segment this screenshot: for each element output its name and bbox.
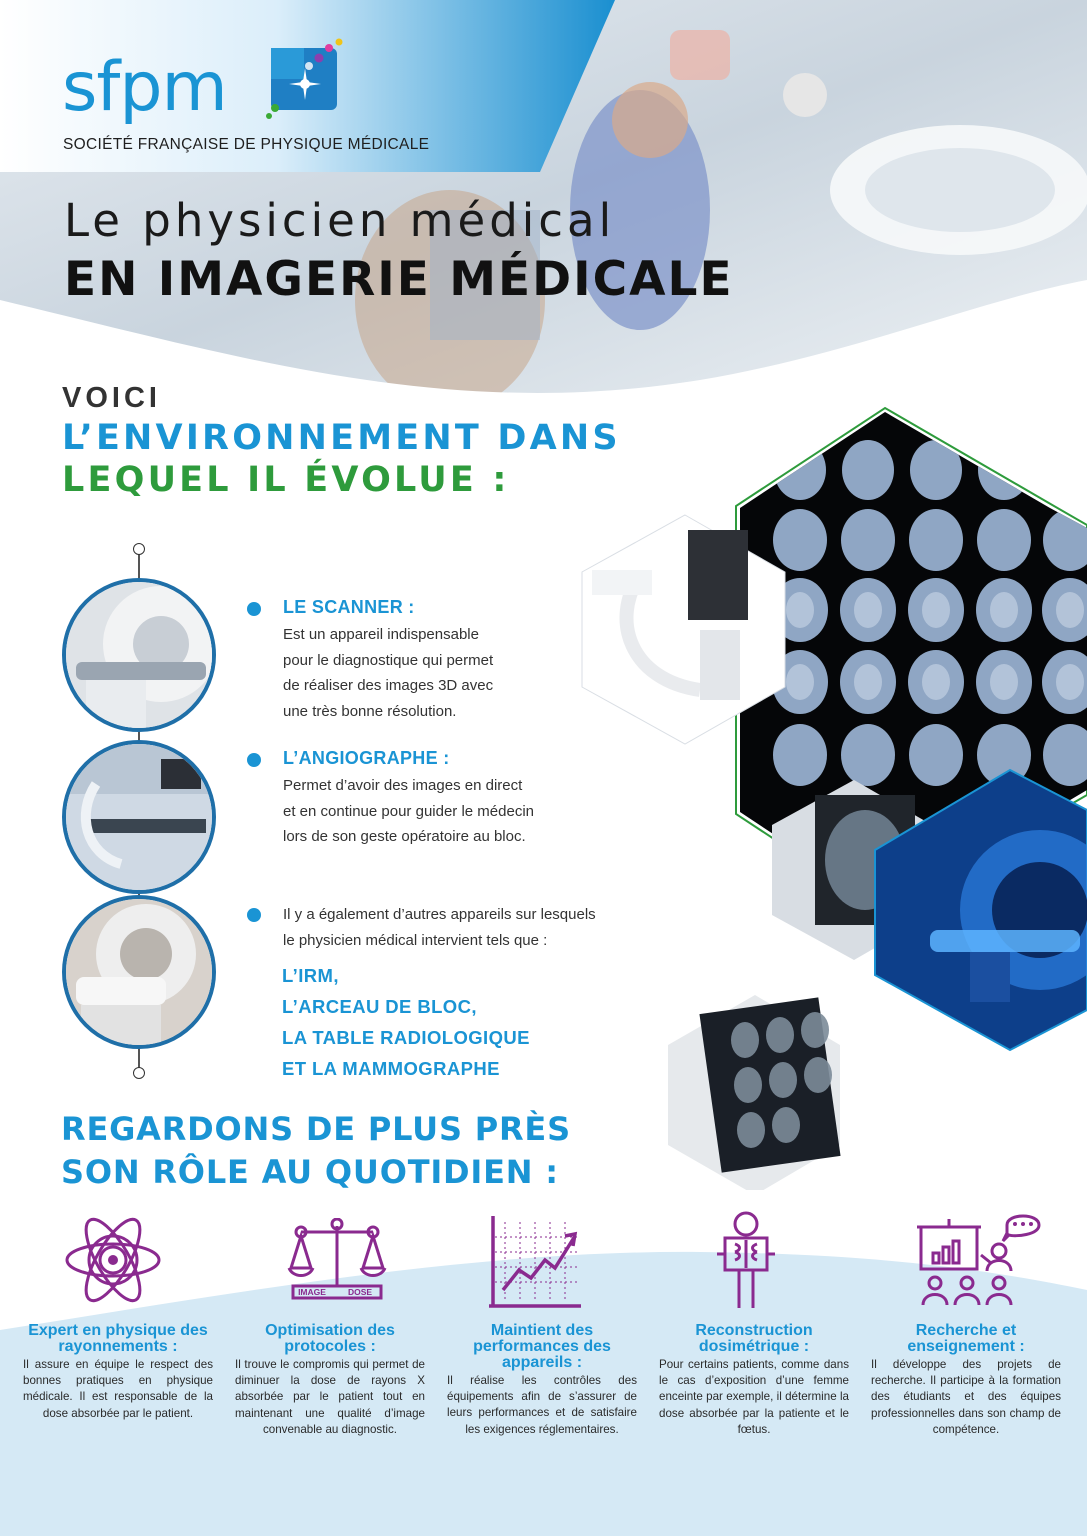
chest-xray-film-image: [668, 995, 841, 1190]
role-maintenance: [447, 1323, 637, 1438]
atom-icon: [65, 1208, 161, 1312]
role-title: Recherche et enseignement :: [907, 1322, 1025, 1355]
mri-photo: [62, 895, 216, 1049]
bullet-icon: [247, 908, 261, 922]
role-description: Il assure en équipe le respect des bonnes pratiques en physique médicale. Il est responsable de la dose absorbée par le patient.: [23, 1358, 213, 1420]
role-title: Maintient des performances des appareils :: [473, 1322, 611, 1371]
role-title: Expert en physique des rayonnements :: [28, 1322, 208, 1355]
role-expert: [23, 1323, 213, 1422]
roles-heading-line2: SON RÔLE AU QUOTIDIEN :: [61, 1153, 559, 1191]
angiograph-description: Permet d’avoir des images en direct et en continue pour guider le médecin lors de son geste opératoire au bloc.: [283, 777, 535, 845]
timeline-start-dot: [133, 543, 145, 555]
scale-label-image: IMAGE: [298, 1287, 326, 1297]
timeline-end-dot: [133, 1067, 145, 1079]
bullet-icon: [247, 602, 261, 616]
role-title: Optimisation des protocoles :: [265, 1322, 395, 1355]
others-list: L’IRM, L’ARCEAU DE BLOC, LA TABLE RADIOLOGIQUE ET LA MAMMOGRAPHE: [282, 965, 530, 1079]
role-description: Il réalise les contrôles des équipements afin de s’assurer de leurs performances et de satisfaire les exigences réglementaires.: [447, 1374, 637, 1436]
role-title: Reconstruction dosimétrique :: [695, 1322, 813, 1355]
hexagon-photo-collage: [570, 400, 1087, 1190]
role-description: Pour certains patients, comme dans le cas d’exposition d’une femme enceinte par exemple, il détermine la dose absorbée par la patiente et le fœtus.: [659, 1358, 849, 1436]
angiograph-title: L’ANGIOGRAPHE :: [283, 748, 450, 768]
role-description: Il développe des projets de recherche. Il participe à la formation des étudiants et des équipes professionnelles dans son champ de compétence.: [871, 1358, 1061, 1436]
page-title-line2: EN IMAGERIE MÉDICALE: [64, 252, 734, 307]
roles-heading-line1: REGARDONS DE PLUS PRÈS: [61, 1110, 571, 1148]
scanner-title: LE SCANNER :: [283, 597, 415, 617]
role-optimisation: [235, 1323, 425, 1438]
scanner-photo: [62, 578, 216, 732]
logo-wordmark: sfpm: [62, 48, 227, 127]
page-title-line1: Le physicien médical: [64, 194, 616, 247]
bullet-icon: [247, 753, 261, 767]
section-kicker: VOICI: [62, 382, 161, 414]
role-description: Il trouve le compromis qui permet de diminuer la dose de rayons X absorbée par le patient tout en maintenant une qualité d’image convenable au diagnostic.: [235, 1358, 425, 1436]
section-heading-line1: L’ENVIRONNEMENT DANS: [62, 418, 621, 458]
scanner-description: Est un appareil indispensable pour le diagnostique qui permet de réaliser des images 3D avec une très bonne résolution.: [283, 626, 494, 720]
xray-person-icon: [715, 1210, 777, 1312]
angiograph-photo: [62, 740, 216, 894]
role-research: [871, 1323, 1061, 1438]
logo-subtitle: SOCIÉTÉ FRANÇAISE DE PHYSIQUE MÉDICALE: [63, 136, 430, 153]
hero-banner: [0, 0, 1087, 400]
scale-label-dose: DOSE: [347, 1287, 373, 1297]
logo-icon: [265, 38, 347, 120]
teaching-icon: [915, 1205, 1045, 1313]
section-heading-line2: LEQUEL IL ÉVOLUE :: [62, 460, 510, 500]
role-reconstruction: [659, 1323, 849, 1438]
others-description: Il y a également d’autres appareils sur lesquels le physicien médical intervient tels que :: [283, 906, 596, 949]
chart-icon: [485, 1212, 585, 1312]
